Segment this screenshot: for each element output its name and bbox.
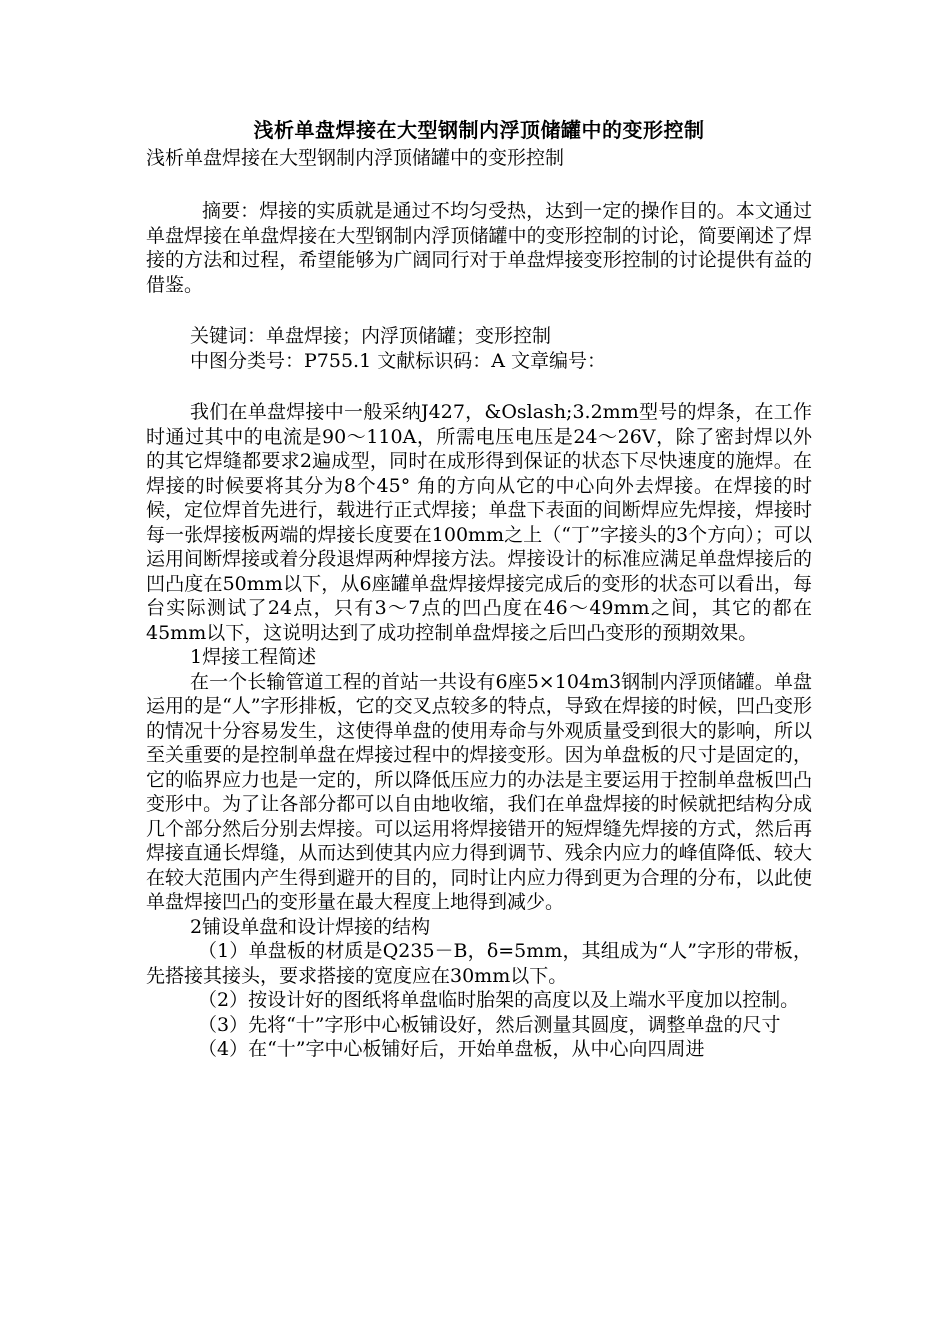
- list-item-2: （2）按设计好的图纸将单盘临时胎架的高度以及上端水平度加以控制。: [198, 989, 800, 1011]
- intro-paragraph: 我们在单盘焊接中一般采纳J427，&Oslash;3.2mm型号的焊条，在工作时通过其中的电流是90～110A，所需电压电压是24～26V，除了密封焊以外的其它焊缝都要求2遍成型，同时在成形得到保证的状态下尽快速度的施焊。在焊接的时候要将其分为8个45° 角的方向从它的中心向外去焊接。在焊接的时候，定位焊首先进行，载进行正式焊接；单盘下表面的间断焊应先焊接，焊接时每一张焊接板两端的焊接长度要在100mm之上（“丁”字接头的3个方向）；可以运用间断焊接或着分段退焊两种焊接方法。焊接设计的标准应满足单盘焊接后的凹凸度在50mm以下，从6座罐单盘焊接焊接完成后的变形的状态可以看出，每台实际测试了24点，只有3～7点的凹凸度在46～49mm之间，其它的都在45mm以下，这说明达到了成功控制单盘焊接之后凹凸变形的预期效果。: [146, 401, 812, 644]
- spacer: [146, 373, 812, 400]
- document-page: [146, 116, 812, 1062]
- list-item-1: （1）单盘板的材质是Q235－B，δ=5mm，其组成为“人”字形的带板，先搭接其接头，要求搭接的宽度应在30mm以下。: [146, 940, 812, 987]
- section-heading-2: 2铺设单盘和设计焊接的结构: [190, 915, 431, 938]
- document-title: 浅析单盘焊接在大型钢制内浮顶储罐中的变形控制: [253, 118, 705, 142]
- document-subtitle: 浅析单盘焊接在大型钢制内浮顶储罐中的变形控制: [146, 147, 565, 169]
- classification-line: 中图分类号：P755.1 文献标识码：A 文章编号：: [190, 349, 606, 372]
- section-1-paragraph: 在一个长输管道工程的首站一共设有6座5×104m3钢制内浮顶储罐。单盘运用的是“人”字形排板，它的交叉点较多的特点，导致在焊接的时候，凹凸变形的情况十分容易发生，这使得单盘的使用寿命与外观质量受到很大的影响，所以至关重要的是控制单盘在焊接过程中的焊接变形。因为单盘板的尺寸是固定的，它的临界应力也是一定的，所以降低压应力的办法是主要运用于控制单盘板凹凸变形中。为了让各部分都可以自由地收缩，我们在单盘焊接的时候就把结构分成几个部分然后分别去焊接。可以运用将焊接错开的短焊缝先焊接的方式，然后再焊接直通长焊缝，从而达到使其内应力得到调节、残余内应力的峰值降低、较大在较大范围内产生得到避开的目的，同时让内应力得到更为合理的分布，以此使单盘焊接凹凸的变形量在最大程度上地得到减少。: [146, 670, 812, 913]
- spacer: [146, 297, 812, 324]
- spacer: [146, 172, 812, 199]
- keywords-line: 关键词：单盘焊接；内浮顶储罐；变形控制: [190, 325, 552, 347]
- list-item-4: （4）在“十”字中心板铺好后，开始单盘板，从中心向四周进: [198, 1038, 705, 1060]
- list-item-3: （3）先将“十”字形中心板铺设好，然后测量其圆度，调整单盘的尺寸: [198, 1013, 781, 1036]
- section-heading-1: 1焊接工程简述: [190, 646, 317, 668]
- abstract-paragraph: 摘要：焊接的实质就是通过不均匀受热，达到一定的操作目的。本文通过单盘焊接在单盘焊接在大型钢制内浮顶储罐中的变形控制的讨论，简要阐述了焊接的方法和过程，希望能够为广阔同行对于单盘焊接变形控制的讨论提供有益的借鉴。: [146, 200, 812, 296]
